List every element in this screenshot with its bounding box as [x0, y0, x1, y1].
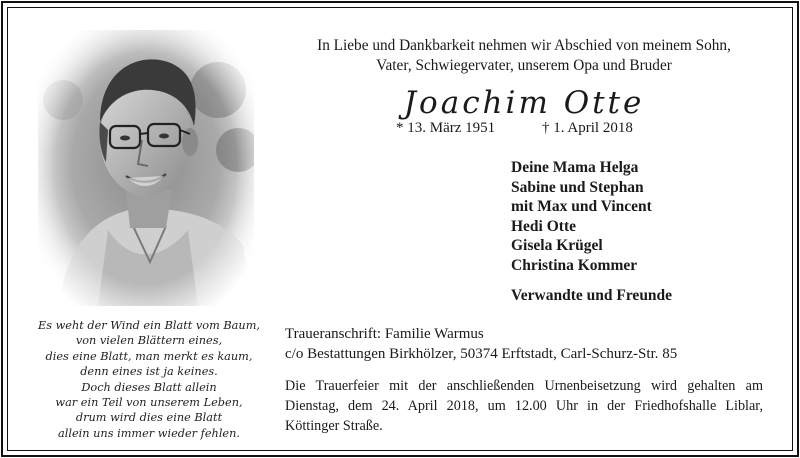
- funeral-service-text: [285, 376, 763, 436]
- poem-line: dies eine Blatt, man merkt es kaum,: [45, 349, 253, 363]
- mourner: Christina Kommer: [511, 256, 638, 274]
- mourning-address: [285, 325, 677, 364]
- poem-line: drum wird dies eine Blatt: [75, 411, 223, 425]
- birth-date: * 13. März 1951: [396, 120, 496, 136]
- intro-line: In Liebe und Dankbarkeit nehmen wir Abschied von meinem Sohn,: [317, 37, 731, 54]
- poem-line: denn eines ist ja keines.: [80, 365, 218, 379]
- deceased-name: Joachim Otte: [403, 85, 645, 121]
- intro-line: Vater, Schwiegervater, unserem Opa und Bruder: [376, 57, 672, 74]
- portrait-photo: [38, 30, 254, 306]
- poem: [20, 318, 278, 441]
- mourner: Sabine und Stephan: [511, 178, 644, 196]
- service-line: Dienstag, dem 24. April 2018, um 12.00 Uhr in der Friedhofshalle Liblar,: [285, 398, 763, 414]
- service-line: Die Trauerfeier mit der anschließenden Urnenbeisetzung wird gehalten am: [285, 378, 763, 394]
- poem-line: von vielen Blättern eines,: [75, 334, 223, 348]
- address-line: c/o Bestattungen Birkhölzer, 50374 Erftstadt, Carl-Schurz-Str. 85: [285, 345, 678, 362]
- poem-line: Es weht der Wind ein Blatt vom Baum,: [37, 319, 261, 332]
- intro-text: [268, 36, 780, 76]
- poem-line: Doch dieses Blatt allein: [81, 380, 217, 394]
- mourners-list: [511, 158, 652, 276]
- poem-line: allein uns immer wieder fehlen.: [58, 426, 240, 440]
- poem-line: war ein Teil von unserem Leben,: [55, 396, 243, 410]
- death-date: † 1. April 2018: [542, 120, 633, 136]
- address-line: Traueranschrift: Familie Warmus: [285, 326, 484, 342]
- relatives-line: Verwandte und Freunde: [511, 287, 673, 304]
- mourner: Gisela Krügel: [511, 237, 603, 255]
- mourner: Deine Mama Helga: [511, 159, 639, 176]
- mourner: mit Max und Vincent: [511, 198, 652, 216]
- mourner: Hedi Otte: [511, 217, 576, 235]
- service-line: Köttinger Straße.: [285, 418, 383, 434]
